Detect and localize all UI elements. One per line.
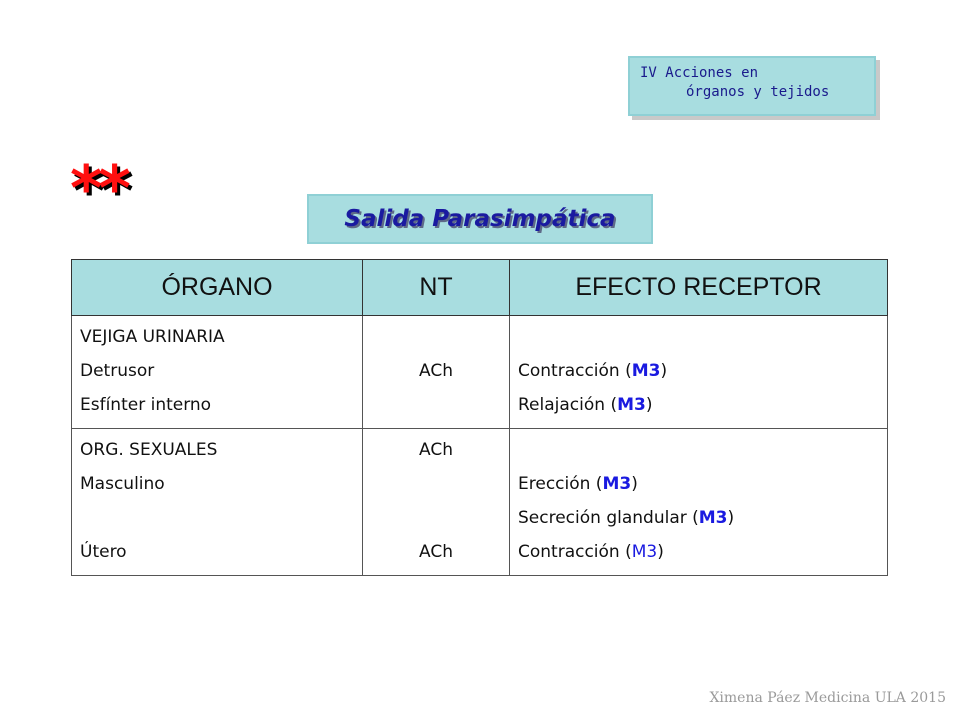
efecto-line — [518, 354, 879, 388]
efecto-cell — [510, 316, 888, 429]
receptor-label: M3 — [617, 395, 646, 415]
efecto-text: Relajación ( — [518, 395, 618, 415]
organo-part: Masculino — [80, 474, 165, 494]
nt-spacer — [371, 467, 501, 501]
table-row — [72, 429, 888, 576]
header-nt: NT — [363, 260, 510, 316]
nt-value: ACh — [419, 542, 453, 562]
efecto-cell — [510, 429, 888, 576]
efecto-line — [518, 467, 879, 501]
organo-name: ORG. SEXUALES — [80, 440, 218, 460]
section-topic-box — [628, 56, 876, 116]
header-organo: ÓRGANO — [72, 260, 363, 316]
efecto-spacer — [518, 320, 879, 354]
organo-part: Esfínter interno — [80, 395, 212, 415]
actions-table — [71, 259, 888, 576]
table-header-row — [72, 260, 888, 316]
receptor-label: M3 — [631, 361, 661, 381]
efecto-close: ) — [657, 542, 664, 562]
efecto-close: ) — [660, 361, 668, 381]
organo-cell — [72, 316, 363, 429]
nt-spacer — [371, 320, 501, 354]
receptor-label: M3 — [602, 474, 632, 494]
nt-value: ACh — [419, 440, 453, 460]
nt-spacer — [371, 501, 501, 535]
receptor-label: M3 — [631, 542, 658, 562]
topic-line-2: órganos y tejidos — [686, 84, 830, 100]
author-footer: Ximena Páez Medicina ULA 2015 — [709, 690, 946, 706]
nt-value: ACh — [419, 361, 453, 381]
asterisk-stars-icon: ** — [70, 152, 127, 225]
efecto-text: Contracción ( — [518, 542, 632, 562]
nt-cell — [363, 316, 510, 429]
receptor-label: M3 — [698, 508, 728, 528]
efecto-line — [518, 388, 879, 422]
topic-line-1: IV Acciones en — [640, 65, 759, 81]
header-efecto: EFECTO RECEPTOR — [510, 260, 888, 316]
organo-part: Detrusor — [80, 361, 155, 381]
efecto-text: Secreción glandular ( — [518, 508, 699, 528]
nt-cell — [363, 429, 510, 576]
efecto-line — [518, 501, 879, 535]
organo-part: Útero — [80, 542, 127, 562]
efecto-spacer — [518, 433, 879, 467]
efecto-line — [518, 535, 879, 569]
efecto-close: ) — [645, 395, 653, 415]
efecto-text: Erección ( — [518, 474, 603, 494]
efecto-close: ) — [727, 508, 735, 528]
organo-name: VEJIGA URINARIA — [80, 327, 225, 347]
efecto-close: ) — [631, 474, 638, 494]
slide-title: Salida Parasimpática — [307, 194, 653, 244]
organo-cell — [72, 429, 363, 576]
efecto-text: Contracción ( — [518, 361, 632, 381]
organo-spacer — [80, 501, 354, 535]
table-row — [72, 316, 888, 429]
